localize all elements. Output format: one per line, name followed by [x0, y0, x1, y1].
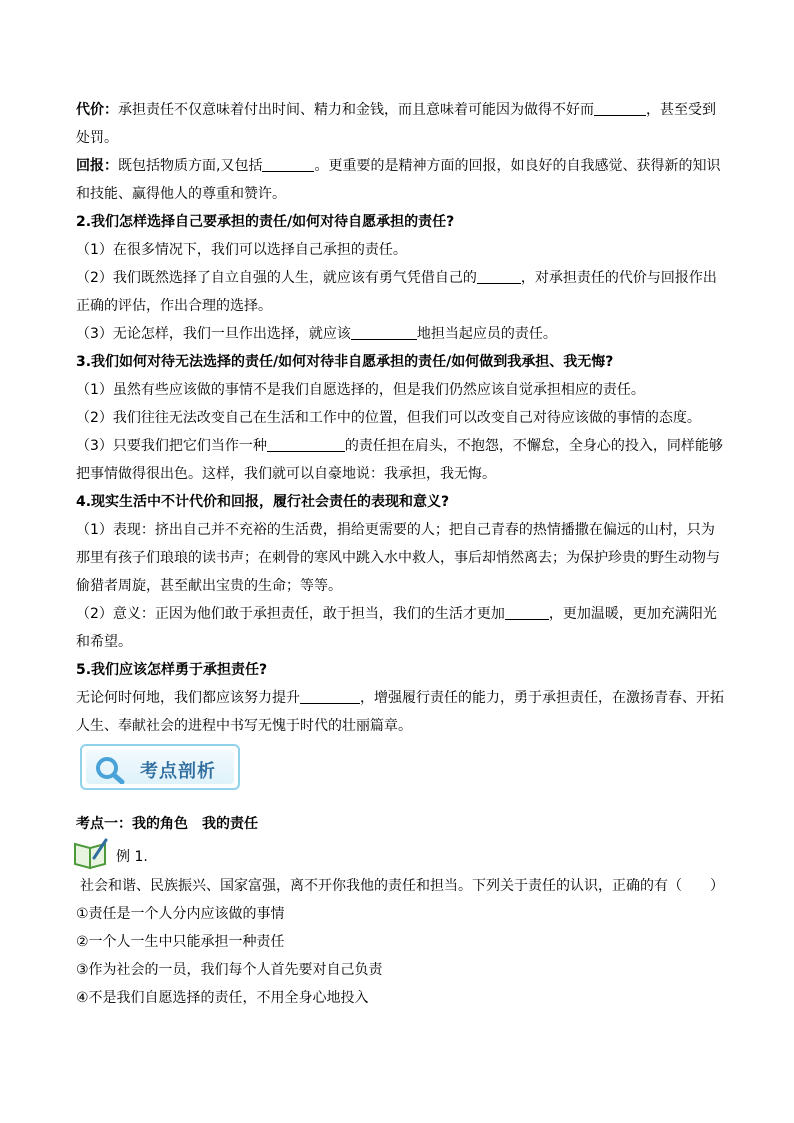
question-text: 社会和谐、民族振兴、国家富强，离不开你我他的责任和担当。下列关于责任的认识，正确的有（ ） — [80, 878, 724, 894]
fill-blank — [300, 689, 360, 704]
q3-point-2: （2）我们往往无法改变自己在生活和工作中的位置，但我们可以改变自己对待应该做的事情的态度。 — [76, 410, 701, 426]
fill-blank — [505, 605, 549, 620]
q4-point-1: （1）表现：挤出自己并不充裕的生活费，捐给更需要的人；把自己青春的热情播撒在偏远的山村，只为那里有孩子们琅琅的读书声；在刺骨的寒风中跳入水中救人，事后却悄然离去；为保护珍贵的野生动物与偷猎者周旋，甚至献出宝贵的生命；等等。 — [76, 522, 720, 594]
fill-blank — [594, 101, 646, 116]
question-3-heading: 3.我们如何对待无法选择的责任/如何对待非自愿承担的责任/如何做到我承担、我无悔? — [76, 354, 614, 370]
q3-point-1: （1）虽然有些应该做的事情不是我们自愿选择的，但是我们仍然应该自觉承担相应的责任。 — [76, 382, 645, 398]
example-row — [76, 838, 728, 872]
question-2-heading: 2.我们怎样选择自己要承担的责任/如何对待自愿承担的责任? — [76, 214, 455, 230]
question-5-heading: 5.我们应该怎样勇于承担责任? — [76, 662, 268, 678]
q2-point-3: （3）无论怎样，我们一旦作出选择，就应该 地担当起应员的责任。 — [76, 326, 557, 342]
option-3: ③作为社会的一员，我们每个人首先要对自己负责 — [76, 962, 383, 978]
banner-frame — [80, 744, 240, 790]
q5-answer: 无论何时何地，我们都应该努力提升 ，增强履行责任的能力，勇于承担责任，在激扬青春、开拓人生、奉献社会的进程中书写无愧于时代的壮丽篇章。 — [76, 690, 724, 734]
reward-label: 回报： — [76, 158, 118, 174]
section-heading: 考点一：我的角色 我的责任 — [76, 816, 258, 832]
cost-label: 代价： — [76, 102, 118, 118]
section-banner — [74, 740, 244, 794]
banner-title: 考点剖析 — [140, 761, 216, 782]
fill-blank — [262, 157, 314, 172]
reward-paragraph: 回报：既包括物质方面,又包括 。更重要的是精神方面的回报，如良好的自我感觉、获得新的知识和技能、赢得他人的尊重和赞许。 — [76, 158, 721, 202]
q2-point-2: （2）我们既然选择了自立自强的人生，就应该有勇气凭借自己的 ，对承担责任的代价与回报作出正确的评估，作出合理的选择。 — [76, 270, 717, 314]
option-1: ①责任是一个人分内应该做的事情 — [76, 906, 285, 922]
book-pen-icon — [72, 836, 112, 870]
fill-blank — [477, 269, 521, 284]
question-4-heading: 4.现实生活中不计代价和回报，履行社会责任的表现和意义? — [76, 494, 450, 510]
option-4: ④不是我们自愿选择的责任，不用全身心地投入 — [76, 990, 369, 1006]
exam-section — [76, 810, 728, 1012]
q3-point-3: （3）只要我们把它们当作一种 的责任担在肩头，不抱怨，不懈怠，全身心的投入，同样能够把事情做得很出色。这样，我们就可以自豪地说：我承担，我无悔。 — [76, 438, 723, 482]
example-label: 例 1. — [116, 849, 148, 865]
cost-paragraph: 代价：承担责任不仅意味着付出时间、精力和金钱，而且意味着可能因为做得不好而 ，甚至受到处罚。 — [76, 102, 716, 146]
fill-blank — [351, 325, 417, 340]
q2-point-1: （1）在很多情况下，我们可以选择自己承担的责任。 — [76, 242, 407, 258]
content-body — [76, 96, 728, 740]
q4-point-2: （2）意义：正因为他们敢于承担责任，敢于担当，我们的生活才更加 ，更加温暖，更加充满阳光和希望。 — [76, 606, 717, 650]
fill-blank — [267, 437, 345, 452]
magnifier-icon — [94, 756, 126, 784]
option-2: ②一个人一生中只能承担一种责任 — [76, 934, 285, 950]
